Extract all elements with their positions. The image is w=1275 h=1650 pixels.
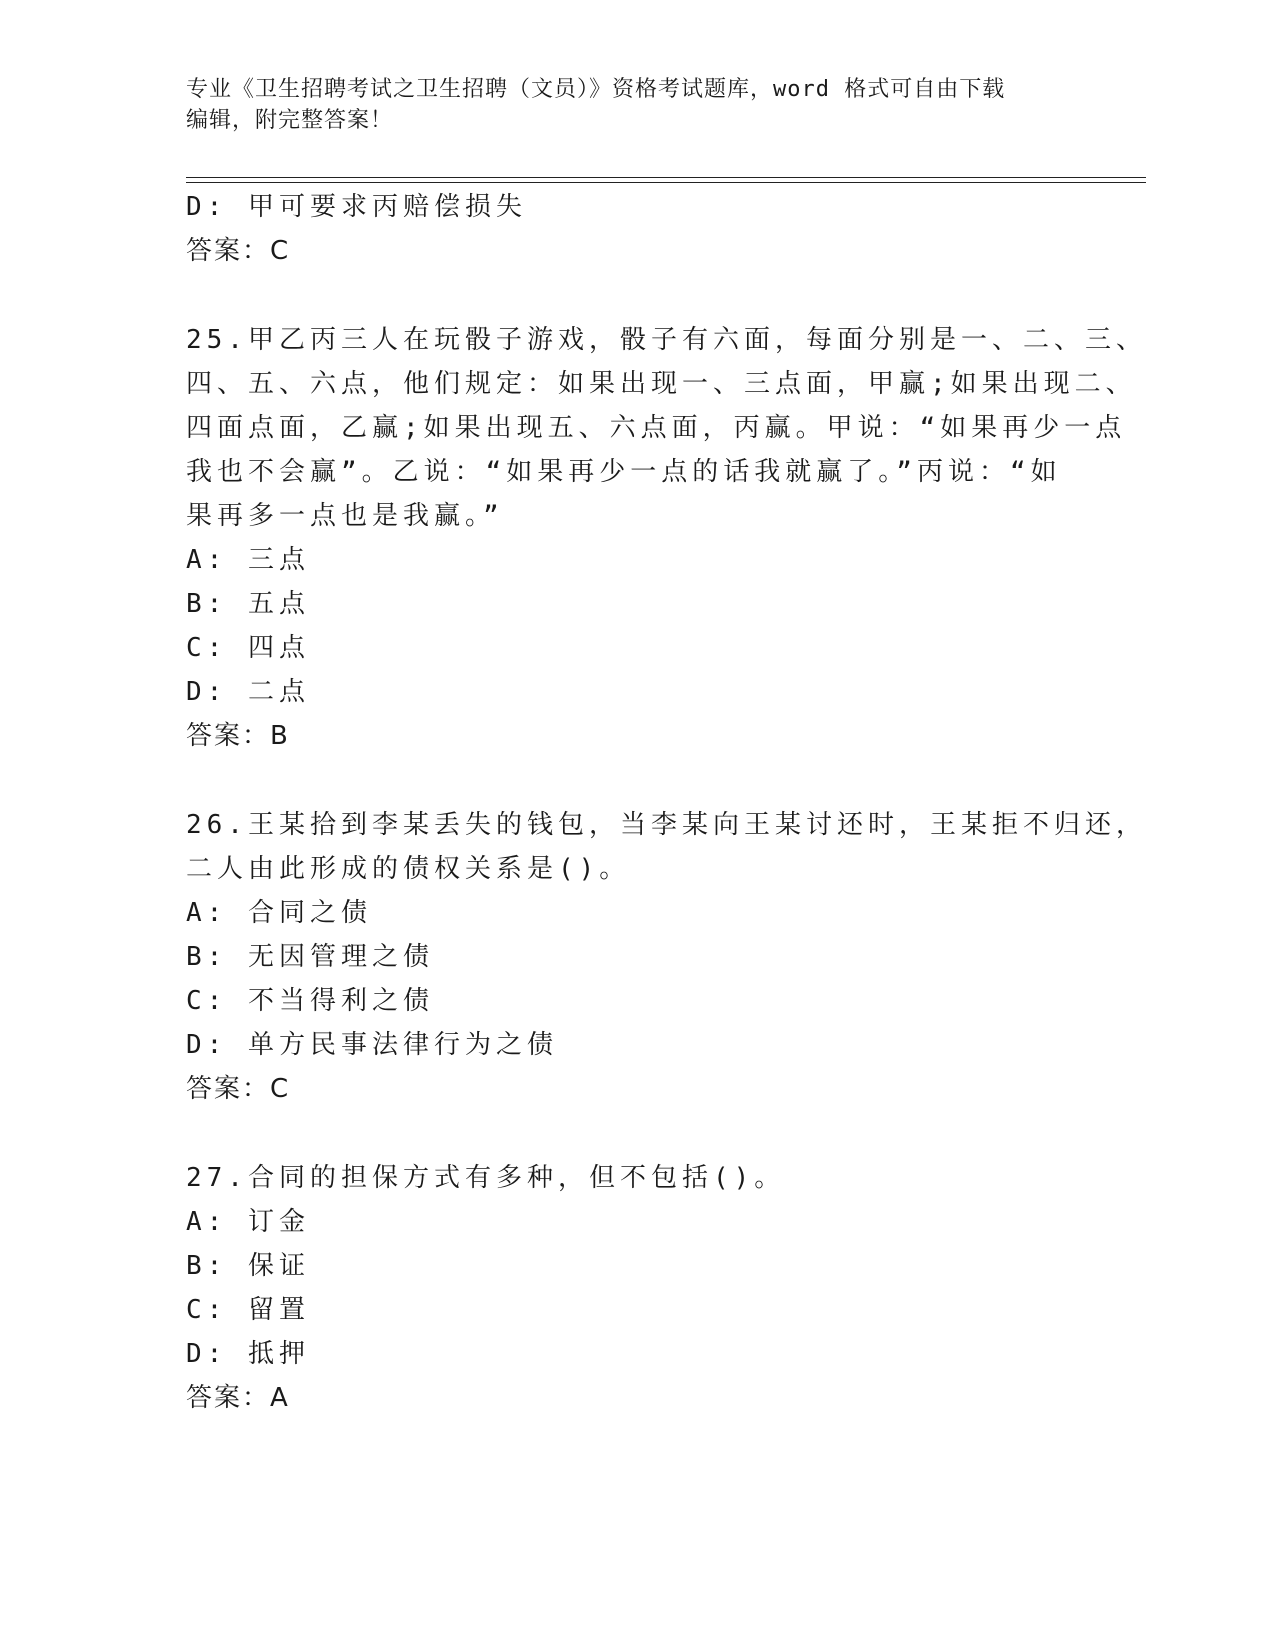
- q27-option-b: B: 保证: [186, 1251, 310, 1281]
- q27-stem-line-1: 27.合同的担保方式有多种，但不包括()。: [186, 1163, 786, 1193]
- q27-option-c: C: 留置: [186, 1295, 310, 1325]
- q26-stem-line-1: 26.王某拾到李某丢失的钱包，当李某向王某讨还时，王某拒不归还，: [186, 810, 1147, 840]
- q26-option-d: D: 单方民事法律行为之债: [186, 1030, 558, 1060]
- q24-answer: 答案：C: [186, 236, 291, 266]
- q25-stem-line-3: 四面点面，乙赢;如果出现五、六点面，丙赢。甲说：“如果再少一点: [186, 413, 1127, 443]
- q25-answer: 答案：B: [186, 721, 290, 751]
- q25-stem-line-1: 25.甲乙丙三人在玩骰子游戏，骰子有六面，每面分别是一、二、三、: [186, 325, 1147, 355]
- document-header: [186, 74, 1086, 136]
- q26-stem-line-2: 二人由此形成的债权关系是()。: [186, 854, 631, 884]
- q27-answer: 答案：A: [186, 1383, 290, 1413]
- q24-option-d: D: 甲可要求丙赔偿损失: [186, 192, 527, 222]
- q27-option-a: A: 订金: [186, 1207, 310, 1237]
- header-divider-bottom: [186, 182, 1146, 183]
- q25-stem-line-4: 我也不会赢”。乙说：“如果再少一点的话我就赢了。”丙说：“如: [186, 457, 1062, 487]
- q26-answer: 答案：C: [186, 1074, 291, 1104]
- q25-option-a: A: 三点: [186, 545, 310, 575]
- q25-stem-line-2: 四、五、六点，他们规定：如果出现一、三点面，甲赢;如果出现二、: [186, 369, 1137, 399]
- q26-option-b: B: 无因管理之债: [186, 942, 434, 972]
- q26-option-a: A: 合同之债: [186, 898, 372, 928]
- q25-option-c: C: 四点: [186, 633, 310, 663]
- header-divider-top: [186, 177, 1146, 178]
- q25-stem-line-5: 果再多一点也是我赢。”: [186, 501, 504, 531]
- q25-option-d: D: 二点: [186, 677, 310, 707]
- q26-option-c: C: 不当得利之债: [186, 986, 434, 1016]
- q27-option-d: D: 抵押: [186, 1339, 310, 1369]
- header-line-1: 专业《卫生招聘考试之卫生招聘（文员）》资格考试题库，word 格式可自由下载: [186, 77, 1006, 102]
- header-line-2: 编辑，附完整答案！: [186, 108, 394, 133]
- q25-option-b: B: 五点: [186, 589, 310, 619]
